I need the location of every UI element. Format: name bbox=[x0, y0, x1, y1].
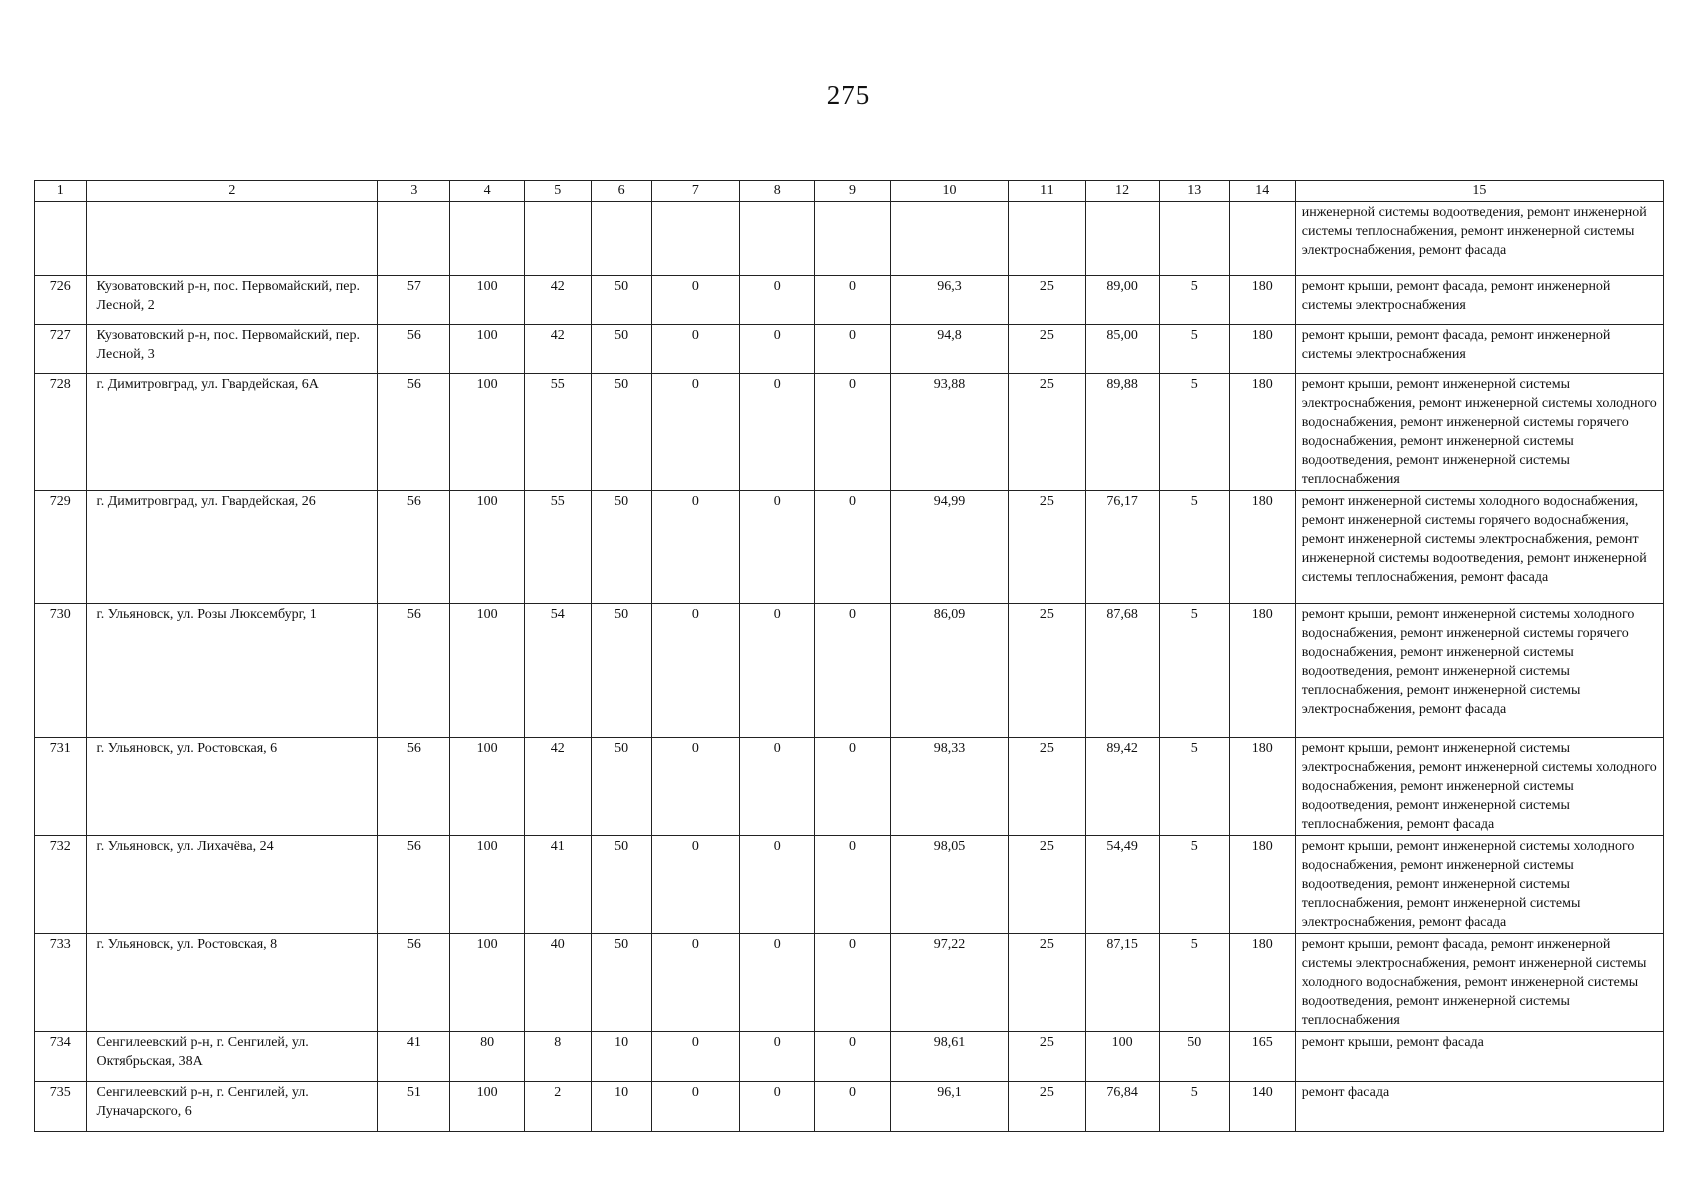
row-number: 733 bbox=[35, 934, 87, 1032]
value-col-5: 54 bbox=[524, 604, 591, 738]
value-col-11: 25 bbox=[1009, 604, 1085, 738]
row-number: 728 bbox=[35, 374, 87, 491]
value-col-6: 50 bbox=[591, 325, 651, 374]
value-col-13: 5 bbox=[1159, 1082, 1229, 1132]
value-col-12: 89,88 bbox=[1085, 374, 1159, 491]
value-col-3: 41 bbox=[378, 1032, 450, 1082]
value-col-9: 0 bbox=[815, 325, 890, 374]
value-col-8: 0 bbox=[740, 276, 815, 325]
value-col-12: 100 bbox=[1085, 1032, 1159, 1082]
value-col-11: 25 bbox=[1009, 836, 1085, 934]
value-col-4: 80 bbox=[450, 1032, 524, 1082]
value-col-5: 42 bbox=[524, 325, 591, 374]
header-cell: 3 bbox=[378, 181, 450, 202]
value-col-11: 25 bbox=[1009, 276, 1085, 325]
value-col-7: 0 bbox=[651, 1082, 740, 1132]
header-row bbox=[35, 181, 1664, 202]
value-col-5: 42 bbox=[524, 276, 591, 325]
value-col-8: 0 bbox=[740, 374, 815, 491]
value-col-7: 0 bbox=[651, 374, 740, 491]
value-col-9: 0 bbox=[815, 738, 890, 836]
value-col-3: 57 bbox=[378, 276, 450, 325]
value-col-11: 25 bbox=[1009, 374, 1085, 491]
value-col-11: 25 bbox=[1009, 1032, 1085, 1082]
value-col-4: 100 bbox=[450, 738, 524, 836]
row-number: 732 bbox=[35, 836, 87, 934]
value-col-3: 56 bbox=[378, 374, 450, 491]
value-col-12: 87,15 bbox=[1085, 934, 1159, 1032]
value-col-4: 100 bbox=[450, 374, 524, 491]
value-col-6: 50 bbox=[591, 491, 651, 604]
value-col-7: 0 bbox=[651, 934, 740, 1032]
header-cell: 2 bbox=[86, 181, 378, 202]
address: г. Ульяновск, ул. Розы Люксембург, 1 bbox=[86, 604, 378, 738]
value-col-10: 98,33 bbox=[890, 738, 1009, 836]
address: Сенгилеевский р-н, г. Сенгилей, ул. Луначарского, 6 bbox=[86, 1082, 378, 1132]
work-description: ремонт крыши, ремонт инженерной системы холодного водоснабжения, ремонт инженерной системы горячего водоснабжения, ремонт инженерной системы водоотведения, ремонт инженерной системы теплоснабжения, ремонт инженерной системы электроснабжения, ремонт фасада bbox=[1295, 604, 1663, 738]
value-col-9: 0 bbox=[815, 1082, 890, 1132]
value-col-11: 25 bbox=[1009, 934, 1085, 1032]
value-col-13: 5 bbox=[1159, 374, 1229, 491]
value-col-10: 96,1 bbox=[890, 1082, 1009, 1132]
value-col-3: 56 bbox=[378, 934, 450, 1032]
address: г. Ульяновск, ул. Ростовская, 6 bbox=[86, 738, 378, 836]
value-col-7: 0 bbox=[651, 276, 740, 325]
value-col-6: 50 bbox=[591, 836, 651, 934]
value-col-3: 56 bbox=[378, 491, 450, 604]
address: Сенгилеевский р-н, г. Сенгилей, ул. Октябрьская, 38А bbox=[86, 1032, 378, 1082]
work-description: ремонт крыши, ремонт фасада bbox=[1295, 1032, 1663, 1082]
work-description: ремонт крыши, ремонт инженерной системы электроснабжения, ремонт инженерной системы холодного водоснабжения, ремонт инженерной системы горячего водоснабжения, ремонт инженерной системы водоотведения, ремонт инженерной системы теплоснабжения bbox=[1295, 374, 1663, 491]
value-col-7: 0 bbox=[651, 325, 740, 374]
value-col-4: 100 bbox=[450, 491, 524, 604]
value-col-6: 10 bbox=[591, 1032, 651, 1082]
address: г. Димитровград, ул. Гвардейская, 6А bbox=[86, 374, 378, 491]
value-col-3: 56 bbox=[378, 738, 450, 836]
value-col-12: 85,00 bbox=[1085, 325, 1159, 374]
value-col-7: 0 bbox=[651, 491, 740, 604]
header-cell: 8 bbox=[740, 181, 815, 202]
value-col-3: 56 bbox=[378, 325, 450, 374]
address: г. Ульяновск, ул. Ростовская, 8 bbox=[86, 934, 378, 1032]
value-col-13: 5 bbox=[1159, 604, 1229, 738]
value-col-9: 0 bbox=[815, 604, 890, 738]
header-cell: 12 bbox=[1085, 181, 1159, 202]
value-col-13: 5 bbox=[1159, 836, 1229, 934]
value-col-3: 56 bbox=[378, 604, 450, 738]
value-col-14: 180 bbox=[1229, 738, 1295, 836]
value-col-4: 100 bbox=[450, 1082, 524, 1132]
value-col-14: 180 bbox=[1229, 934, 1295, 1032]
value-col-6: 50 bbox=[591, 934, 651, 1032]
value-col-13: 50 bbox=[1159, 1032, 1229, 1082]
value-col-9: 0 bbox=[815, 374, 890, 491]
row-number: 727 bbox=[35, 325, 87, 374]
value-col-9: 0 bbox=[815, 1032, 890, 1082]
value-col-3: 56 bbox=[378, 836, 450, 934]
value-col-7: 0 bbox=[651, 738, 740, 836]
value-col-5: 2 bbox=[524, 1082, 591, 1132]
table-row bbox=[35, 1082, 1664, 1132]
value-col-4: 100 bbox=[450, 934, 524, 1032]
page-number: 275 bbox=[826, 80, 871, 110]
work-description: ремонт фасада bbox=[1295, 1082, 1663, 1132]
value-col-11: 25 bbox=[1009, 491, 1085, 604]
value-col-4: 100 bbox=[450, 276, 524, 325]
row-number: 730 bbox=[35, 604, 87, 738]
value-col-11: 25 bbox=[1009, 325, 1085, 374]
value-col-8: 0 bbox=[740, 491, 815, 604]
value-col-8: 0 bbox=[740, 1032, 815, 1082]
value-col-11: 25 bbox=[1009, 1082, 1085, 1132]
value-col-12: 89,42 bbox=[1085, 738, 1159, 836]
value-col-14: 180 bbox=[1229, 604, 1295, 738]
value-col-9: 0 bbox=[815, 934, 890, 1032]
table-row bbox=[35, 836, 1664, 934]
value-col-13: 5 bbox=[1159, 325, 1229, 374]
value-col-14: 140 bbox=[1229, 1082, 1295, 1132]
value-col-14: 180 bbox=[1229, 374, 1295, 491]
value-col-13: 5 bbox=[1159, 738, 1229, 836]
value-col-7: 0 bbox=[651, 604, 740, 738]
value-col-6: 10 bbox=[591, 1082, 651, 1132]
header-cell: 7 bbox=[651, 181, 740, 202]
row-number: 731 bbox=[35, 738, 87, 836]
header-cell: 15 bbox=[1295, 181, 1663, 202]
table-row bbox=[35, 276, 1664, 325]
value-col-14: 180 bbox=[1229, 325, 1295, 374]
table-row bbox=[35, 491, 1664, 604]
address: г. Ульяновск, ул. Лихачёва, 24 bbox=[86, 836, 378, 934]
work-description: инженерной системы водоотведения, ремонт инженерной системы теплоснабжения, ремонт инженерной системы электроснабжения, ремонт фасада bbox=[1295, 202, 1663, 276]
value-col-9: 0 bbox=[815, 491, 890, 604]
value-col-12: 87,68 bbox=[1085, 604, 1159, 738]
value-col-8: 0 bbox=[740, 1082, 815, 1132]
header-cell: 4 bbox=[450, 181, 524, 202]
header-cell: 5 bbox=[524, 181, 591, 202]
value-col-5: 8 bbox=[524, 1032, 591, 1082]
value-col-10: 98,61 bbox=[890, 1032, 1009, 1082]
value-col-4: 100 bbox=[450, 325, 524, 374]
value-col-10: 86,09 bbox=[890, 604, 1009, 738]
value-col-12: 76,17 bbox=[1085, 491, 1159, 604]
works-table bbox=[34, 180, 1664, 1132]
work-description: ремонт крыши, ремонт фасада, ремонт инженерной системы электроснабжения bbox=[1295, 325, 1663, 374]
value-col-8: 0 bbox=[740, 836, 815, 934]
row-number: 726 bbox=[35, 276, 87, 325]
value-col-5: 55 bbox=[524, 491, 591, 604]
value-col-14: 165 bbox=[1229, 1032, 1295, 1082]
value-col-8: 0 bbox=[740, 325, 815, 374]
table-row bbox=[35, 374, 1664, 491]
address: Кузоватовский р-н, пос. Первомайский, пер. Лесной, 3 bbox=[86, 325, 378, 374]
value-col-6: 50 bbox=[591, 276, 651, 325]
value-col-10: 96,3 bbox=[890, 276, 1009, 325]
address: Кузоватовский р-н, пос. Первомайский, пер. Лесной, 2 bbox=[86, 276, 378, 325]
value-col-10: 97,22 bbox=[890, 934, 1009, 1032]
work-description: ремонт крыши, ремонт инженерной системы холодного водоснабжения, ремонт инженерной системы водоотведения, ремонт инженерной системы теплоснабжения, ремонт инженерной системы электроснабжения, ремонт фасада bbox=[1295, 836, 1663, 934]
value-col-9: 0 bbox=[815, 276, 890, 325]
continuation-row bbox=[35, 202, 1664, 276]
value-col-5: 41 bbox=[524, 836, 591, 934]
value-col-6: 50 bbox=[591, 738, 651, 836]
header-cell: 11 bbox=[1009, 181, 1085, 202]
table-row bbox=[35, 604, 1664, 738]
value-col-14: 180 bbox=[1229, 491, 1295, 604]
row-number: 734 bbox=[35, 1032, 87, 1082]
table-row bbox=[35, 325, 1664, 374]
value-col-14: 180 bbox=[1229, 276, 1295, 325]
value-col-10: 93,88 bbox=[890, 374, 1009, 491]
work-description: ремонт крыши, ремонт фасада, ремонт инженерной системы электроснабжения, ремонт инженерной системы холодного водоснабжения, ремонт инженерной системы водоотведения, ремонт инженерной системы теплоснабжения bbox=[1295, 934, 1663, 1032]
header-cell: 1 bbox=[35, 181, 87, 202]
row-number: 729 bbox=[35, 491, 87, 604]
table-row bbox=[35, 738, 1664, 836]
table-row bbox=[35, 934, 1664, 1032]
value-col-11: 25 bbox=[1009, 738, 1085, 836]
value-col-9: 0 bbox=[815, 836, 890, 934]
value-col-5: 40 bbox=[524, 934, 591, 1032]
value-col-13: 5 bbox=[1159, 276, 1229, 325]
row-number: 735 bbox=[35, 1082, 87, 1132]
value-col-4: 100 bbox=[450, 604, 524, 738]
value-col-4: 100 bbox=[450, 836, 524, 934]
work-description: ремонт крыши, ремонт инженерной системы электроснабжения, ремонт инженерной системы холодного водоснабжения, ремонт инженерной системы водоотведения, ремонт инженерной системы теплоснабжения, ремонт фасада bbox=[1295, 738, 1663, 836]
address: г. Димитровград, ул. Гвардейская, 26 bbox=[86, 491, 378, 604]
value-col-8: 0 bbox=[740, 738, 815, 836]
value-col-12: 76,84 bbox=[1085, 1082, 1159, 1132]
work-description: ремонт крыши, ремонт фасада, ремонт инженерной системы электроснабжения bbox=[1295, 276, 1663, 325]
table-row bbox=[35, 1032, 1664, 1082]
value-col-6: 50 bbox=[591, 374, 651, 491]
value-col-10: 94,8 bbox=[890, 325, 1009, 374]
header-cell: 14 bbox=[1229, 181, 1295, 202]
value-col-13: 5 bbox=[1159, 934, 1229, 1032]
value-col-5: 55 bbox=[524, 374, 591, 491]
value-col-3: 51 bbox=[378, 1082, 450, 1132]
value-col-13: 5 bbox=[1159, 491, 1229, 604]
value-col-6: 50 bbox=[591, 604, 651, 738]
value-col-8: 0 bbox=[740, 604, 815, 738]
value-col-10: 98,05 bbox=[890, 836, 1009, 934]
header-cell: 10 bbox=[890, 181, 1009, 202]
work-description: ремонт инженерной системы холодного водоснабжения, ремонт инженерной системы горячего водоснабжения, ремонт инженерной системы электроснабжения, ремонт инженерной системы водоотведения, ремонт инженерной системы теплоснабжения, ремонт фасада bbox=[1295, 491, 1663, 604]
value-col-7: 0 bbox=[651, 1032, 740, 1082]
value-col-8: 0 bbox=[740, 934, 815, 1032]
header-cell: 6 bbox=[591, 181, 651, 202]
value-col-7: 0 bbox=[651, 836, 740, 934]
header-cell: 13 bbox=[1159, 181, 1229, 202]
value-col-12: 89,00 bbox=[1085, 276, 1159, 325]
value-col-10: 94,99 bbox=[890, 491, 1009, 604]
value-col-5: 42 bbox=[524, 738, 591, 836]
value-col-14: 180 bbox=[1229, 836, 1295, 934]
value-col-12: 54,49 bbox=[1085, 836, 1159, 934]
header-cell: 9 bbox=[815, 181, 890, 202]
